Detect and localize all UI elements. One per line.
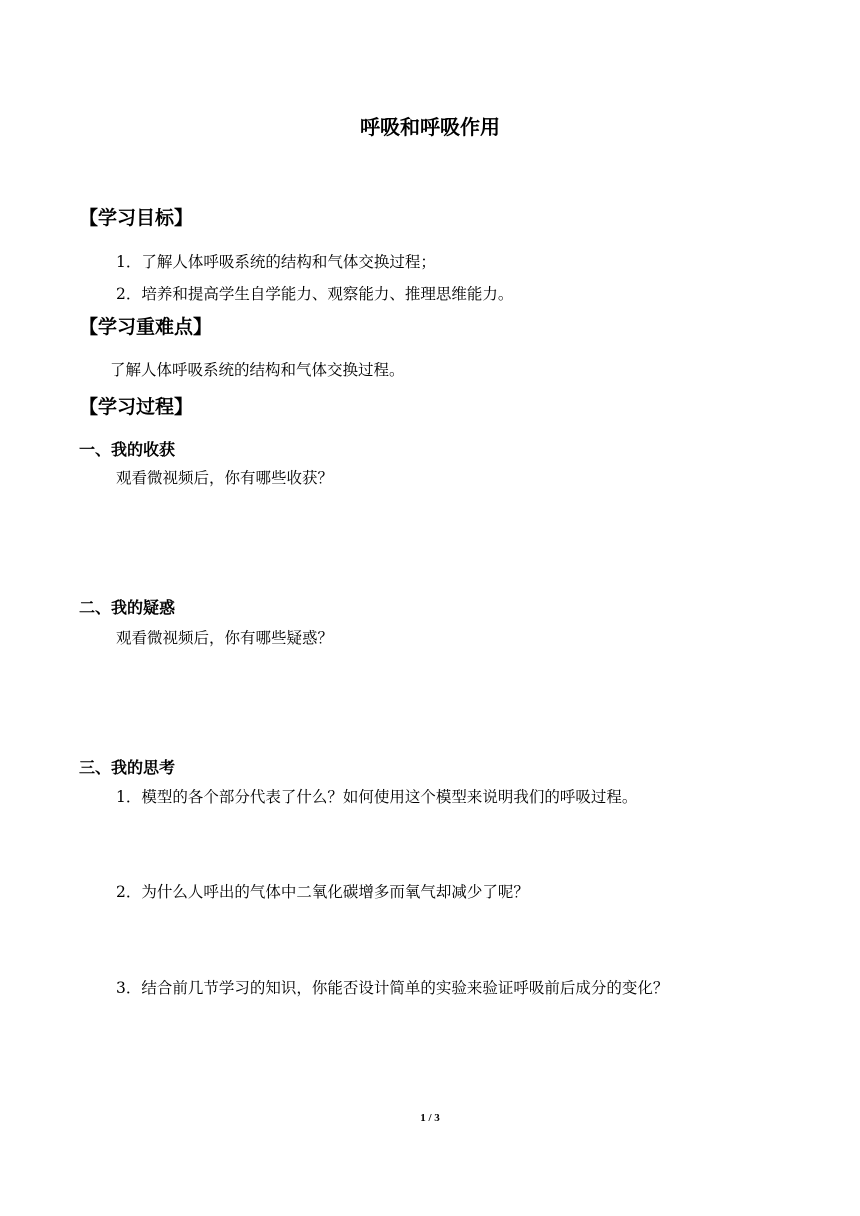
- thinking-question: 1．模型的各个部分代表了什么？如何使用这个模型来说明我们的呼吸过程。: [116, 788, 638, 806]
- doubts-prompt: 观看微视频后，你有哪些疑惑？: [116, 629, 334, 647]
- thinking-heading: 三、我的思考: [79, 758, 176, 777]
- gains-prompt: 观看微视频后，你有哪些收获？: [116, 469, 334, 487]
- key-points-heading: 【学习重难点】: [79, 316, 213, 338]
- objective-item: 1．了解人体呼吸系统的结构和气体交换过程；: [116, 253, 436, 271]
- objectives-heading: 【学习目标】: [79, 207, 194, 229]
- thinking-question: 3．结合前几节学习的知识，你能否设计简单的实验来验证呼吸前后成分的变化？: [116, 979, 669, 997]
- doubts-heading: 二、我的疑惑: [79, 598, 176, 617]
- objective-item: 2．培养和提高学生自学能力、观察能力、推理思维能力。: [116, 285, 514, 303]
- page-number: 1 / 3: [420, 1112, 440, 1124]
- key-points-text: 了解人体呼吸系统的结构和气体交换过程。: [110, 361, 405, 379]
- process-heading: 【学习过程】: [79, 396, 194, 418]
- gains-heading: 一、我的收获: [79, 440, 176, 459]
- document-title: 呼吸和呼吸作用: [360, 115, 500, 139]
- thinking-question: 2．为什么人呼出的气体中二氧化碳增多而氧气却减少了呢？: [116, 883, 529, 901]
